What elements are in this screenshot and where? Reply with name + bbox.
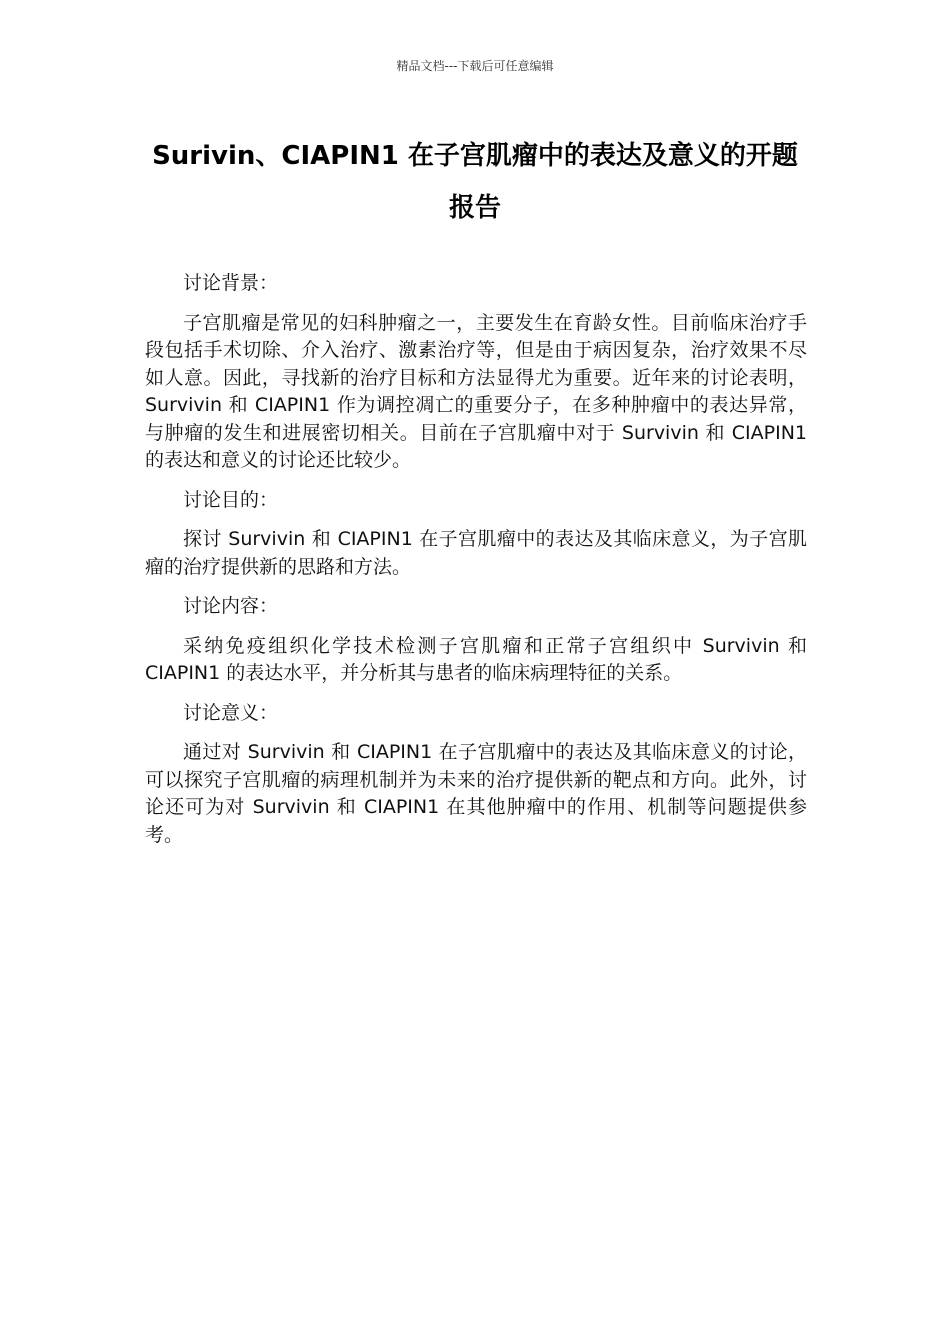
- section-heading-purpose: 讨论目的：: [183, 488, 279, 511]
- section-body-purpose: 探讨 Survivin 和 CIAPIN1 在子宫肌瘤中的表达及其临床意义，为子宫肌瘤的治疗提供新的思路和方法。: [145, 528, 807, 578]
- section-body-content: 采纳免疫组织化学技术检测子宫肌瘤和正常子宫组织中 Survivin 和 CIAPIN1 的表达水平，并分析其与患者的临床病理特征的关系。: [145, 634, 807, 684]
- section-heading-significance: 讨论意义：: [183, 701, 279, 724]
- document-body: [145, 270, 807, 861]
- section-body-significance: 通过对 Survivin 和 CIAPIN1 在子宫肌瘤中的表达及其临床意义的讨论，可以探究子宫肌瘤的病理机制并为未来的治疗提供新的靶点和方向。此外，讨论还可为对 Survivin 和 CIAPIN1 在其他肿瘤中的作用、机制等问题提供参考。: [145, 741, 807, 846]
- section-heading-content: 讨论内容：: [183, 595, 279, 617]
- section-heading-background: 讨论背景：: [183, 272, 279, 294]
- header-note: 精品文档---下载后可任意编辑: [396, 59, 554, 73]
- section-body-background: 子宫肌瘤是常见的妇科肿瘤之一，主要发生在育龄女性。目前临床治疗手段包括手术切除、介入治疗、激素治疗等，但是由于病因复杂，治疗效果不尽如人意。因此，寻找新的治疗目标和方法显得尤为重要。近年来的讨论表明，Survivin 和 CIAPIN1 作为调控凋亡的重要分子，在多种肿瘤中的表达异常，与肿瘤的发生和进展密切相关。目前在子宫肌瘤中对于 Survivin 和 CIAPIN1 的表达和意义的讨论还比较少。: [145, 311, 807, 471]
- document-title: Surivin、CIAPIN1 在子宫肌瘤中的表达及意义的开题报告: [152, 141, 798, 223]
